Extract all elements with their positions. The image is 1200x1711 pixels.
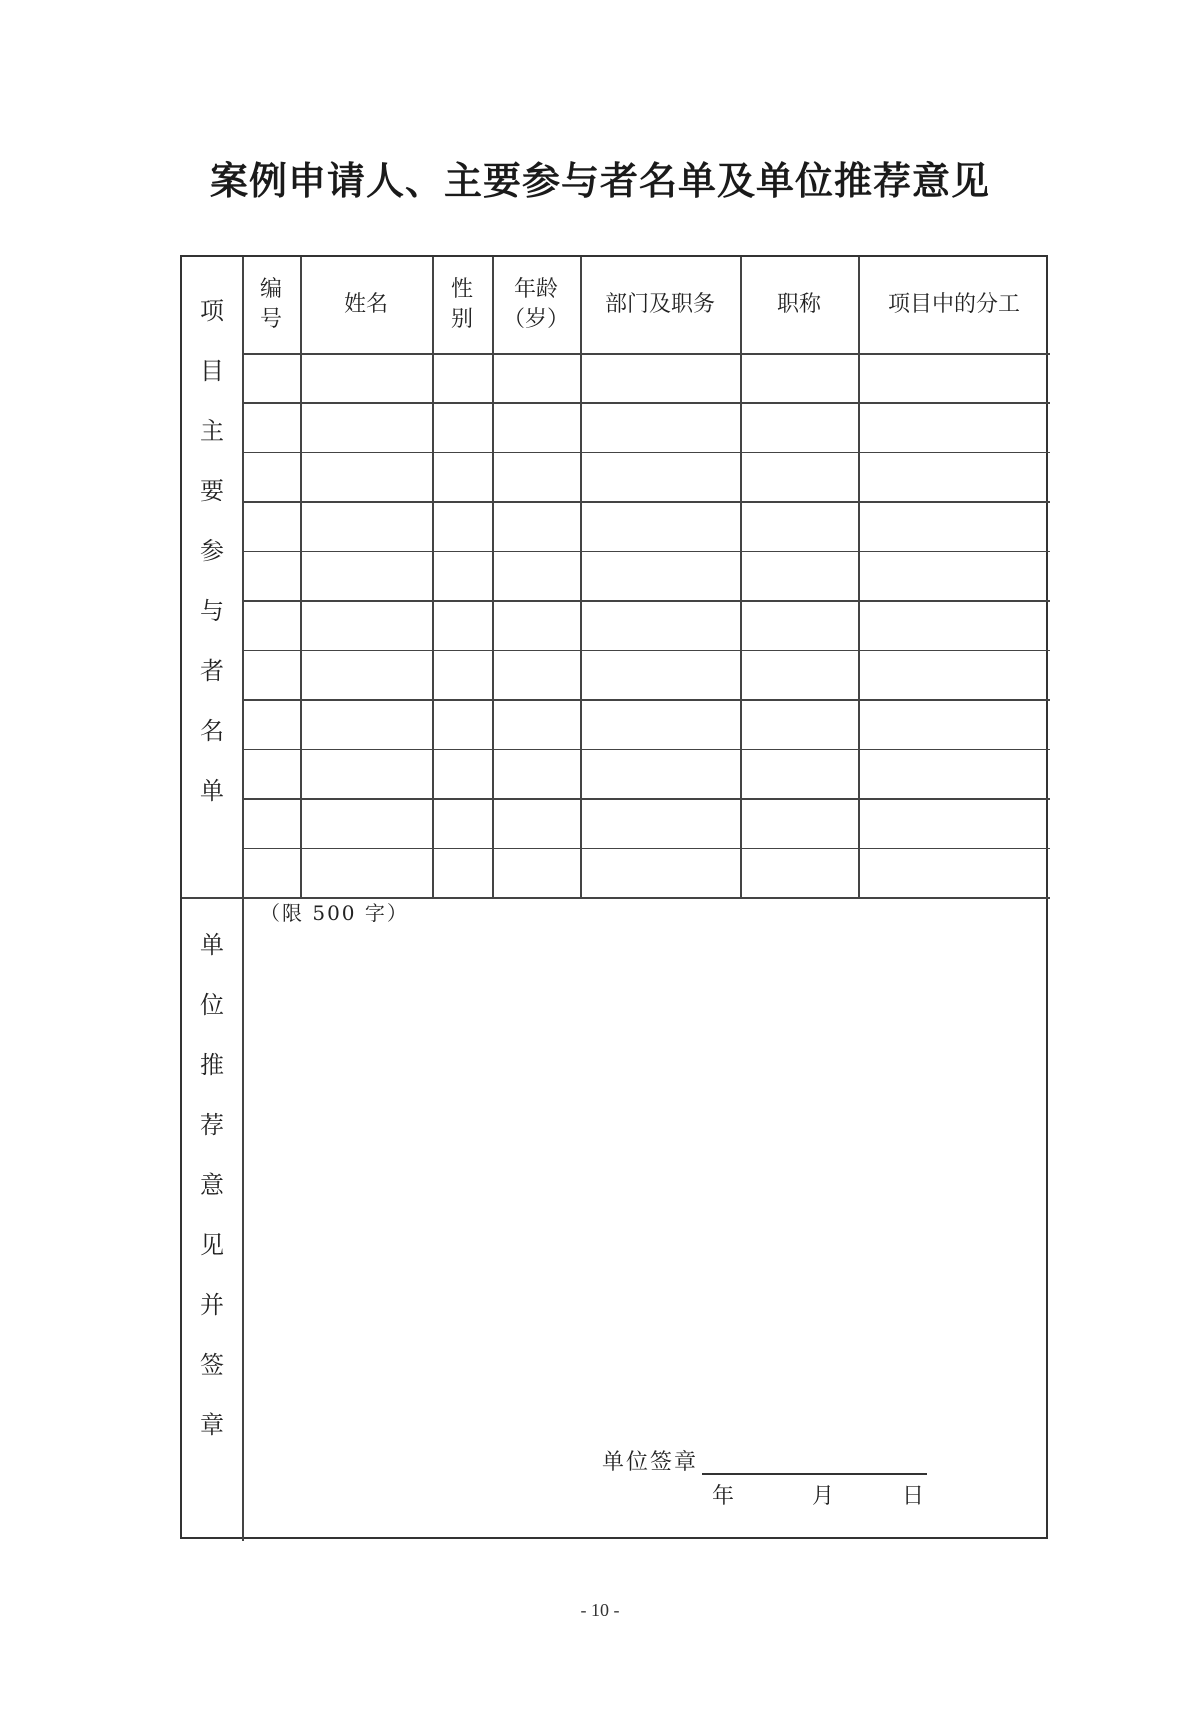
participant-cell[interactable] (582, 602, 738, 647)
column-header (492, 257, 580, 353)
participant-cell[interactable] (860, 800, 1048, 845)
participant-cell[interactable] (494, 454, 578, 499)
section-label-char: 项 (200, 297, 224, 325)
participant-cell[interactable] (494, 751, 578, 796)
participant-cell[interactable] (302, 503, 430, 548)
section-label-char: 名 (200, 717, 224, 745)
participant-cell[interactable] (302, 355, 430, 400)
participant-cell[interactable] (742, 553, 856, 598)
participant-cell[interactable] (742, 800, 856, 845)
participant-cell[interactable] (302, 553, 430, 598)
column-header-line: 部门及职务 (604, 292, 715, 318)
participant-cell[interactable] (244, 404, 298, 449)
participant-cell[interactable] (244, 701, 298, 746)
participant-cell[interactable] (244, 355, 298, 400)
participant-cell[interactable] (302, 751, 430, 796)
column-header-line: 职称 (776, 292, 821, 318)
document-title: 案例申请人、主要参与者名单及单位推荐意见 (209, 158, 990, 203)
column-header-line: 项目中的分工 (887, 292, 1020, 318)
participant-cell[interactable] (860, 602, 1048, 647)
section-label-char: 签 (200, 1351, 224, 1379)
participant-cell[interactable] (434, 701, 490, 746)
section-label-char: 目 (200, 357, 224, 385)
participant-cell[interactable] (494, 355, 578, 400)
date-year-label: 年 (712, 1484, 735, 1509)
participant-cell[interactable] (494, 602, 578, 647)
participant-cell[interactable] (302, 602, 430, 647)
participant-cell[interactable] (742, 454, 856, 499)
section-label-char: 意 (200, 1171, 224, 1199)
participant-cell[interactable] (582, 355, 738, 400)
participant-cell[interactable] (434, 553, 490, 598)
participant-cell[interactable] (434, 652, 490, 697)
participant-cell[interactable] (494, 404, 578, 449)
section-divider (182, 897, 1050, 899)
column-header (432, 257, 492, 353)
participant-cell[interactable] (860, 553, 1048, 598)
column-header (740, 257, 858, 353)
date-month-label: 月 (812, 1484, 835, 1509)
section-label-char: 要 (200, 477, 224, 505)
participant-cell[interactable] (434, 850, 490, 895)
participant-cell[interactable] (244, 553, 298, 598)
section-label-recommendation (182, 897, 242, 1541)
column-header-line: 年龄 (513, 277, 558, 303)
participant-cell[interactable] (494, 800, 578, 845)
section-label-char: 见 (200, 1231, 224, 1259)
participant-cell[interactable] (742, 355, 856, 400)
participant-cell[interactable] (860, 701, 1048, 746)
column-header-line: 姓名 (343, 292, 388, 318)
participant-cell[interactable] (860, 454, 1048, 499)
participant-cell[interactable] (244, 652, 298, 697)
participant-cell[interactable] (244, 503, 298, 548)
participant-cell[interactable] (860, 850, 1048, 895)
column-header (580, 257, 740, 353)
participant-cell[interactable] (494, 553, 578, 598)
section-label-char: 推 (200, 1051, 224, 1079)
participant-cell[interactable] (434, 602, 490, 647)
participant-cell[interactable] (860, 652, 1048, 697)
participant-cell[interactable] (582, 701, 738, 746)
participant-cell[interactable] (742, 850, 856, 895)
application-form-table (180, 255, 1048, 1539)
participant-cell[interactable] (494, 701, 578, 746)
participant-cell[interactable] (742, 602, 856, 647)
participant-cell[interactable] (582, 800, 738, 845)
section-label-participants (182, 257, 242, 897)
section-label-char: 与 (200, 597, 224, 625)
column-header-line: 性 (450, 277, 473, 303)
section-label-char: 并 (200, 1291, 224, 1319)
participant-cell[interactable] (244, 454, 298, 499)
participant-cell[interactable] (582, 553, 738, 598)
column-header-line: （岁） (502, 307, 569, 332)
section-label-char: 荐 (200, 1111, 224, 1139)
participant-cell[interactable] (582, 454, 738, 499)
page-number: - 10 - (580, 1600, 620, 1620)
participant-cell[interactable] (302, 652, 430, 697)
participant-cell[interactable] (434, 454, 490, 499)
participant-cell[interactable] (742, 652, 856, 697)
participant-cell[interactable] (434, 503, 490, 548)
participant-cell[interactable] (860, 751, 1048, 796)
participant-cell[interactable] (860, 503, 1048, 548)
participant-cell[interactable] (434, 800, 490, 845)
participant-cell[interactable] (302, 404, 430, 449)
participant-cell[interactable] (742, 503, 856, 548)
column-header-line: 号 (259, 307, 282, 332)
column-header-line: 编 (259, 277, 282, 303)
participant-cell[interactable] (244, 751, 298, 796)
participant-cell[interactable] (302, 701, 430, 746)
section-label-char: 位 (200, 991, 224, 1019)
participant-cell[interactable] (582, 503, 738, 548)
column-header (300, 257, 432, 353)
section-label-char: 单 (200, 931, 224, 959)
participant-cell[interactable] (582, 652, 738, 697)
participant-cell[interactable] (582, 751, 738, 796)
participant-cell[interactable] (244, 602, 298, 647)
column-header (242, 257, 300, 353)
section-label-char: 者 (200, 657, 224, 685)
section-label-char: 章 (200, 1411, 224, 1439)
participant-cell[interactable] (494, 652, 578, 697)
participant-cell[interactable] (244, 850, 298, 895)
signature-line[interactable] (702, 1473, 927, 1475)
participant-cell[interactable] (434, 751, 490, 796)
unit-seal-label: 单位签章 (602, 1450, 699, 1475)
participant-cell[interactable] (244, 800, 298, 845)
section-label-char: 参 (200, 537, 224, 565)
column-header (858, 257, 1050, 353)
column-header-line: 别 (450, 307, 473, 332)
participant-cell[interactable] (582, 850, 738, 895)
participant-cell[interactable] (434, 404, 490, 449)
section-label-char: 主 (200, 417, 224, 445)
participant-cell[interactable] (434, 355, 490, 400)
participant-cell[interactable] (742, 404, 856, 449)
participant-cell[interactable] (302, 454, 430, 499)
participant-cell[interactable] (494, 850, 578, 895)
participant-cell[interactable] (302, 850, 430, 895)
participant-cell[interactable] (494, 503, 578, 548)
participant-cell[interactable] (742, 701, 856, 746)
date-day-label: 日 (902, 1484, 925, 1509)
participant-cell[interactable] (582, 404, 738, 449)
participant-cell[interactable] (860, 355, 1048, 400)
section-label-char: 单 (200, 777, 224, 805)
participant-cell[interactable] (742, 751, 856, 796)
participant-cell[interactable] (302, 800, 430, 845)
word-limit-note: （限 500 字） (260, 901, 409, 925)
participant-cell[interactable] (860, 404, 1048, 449)
